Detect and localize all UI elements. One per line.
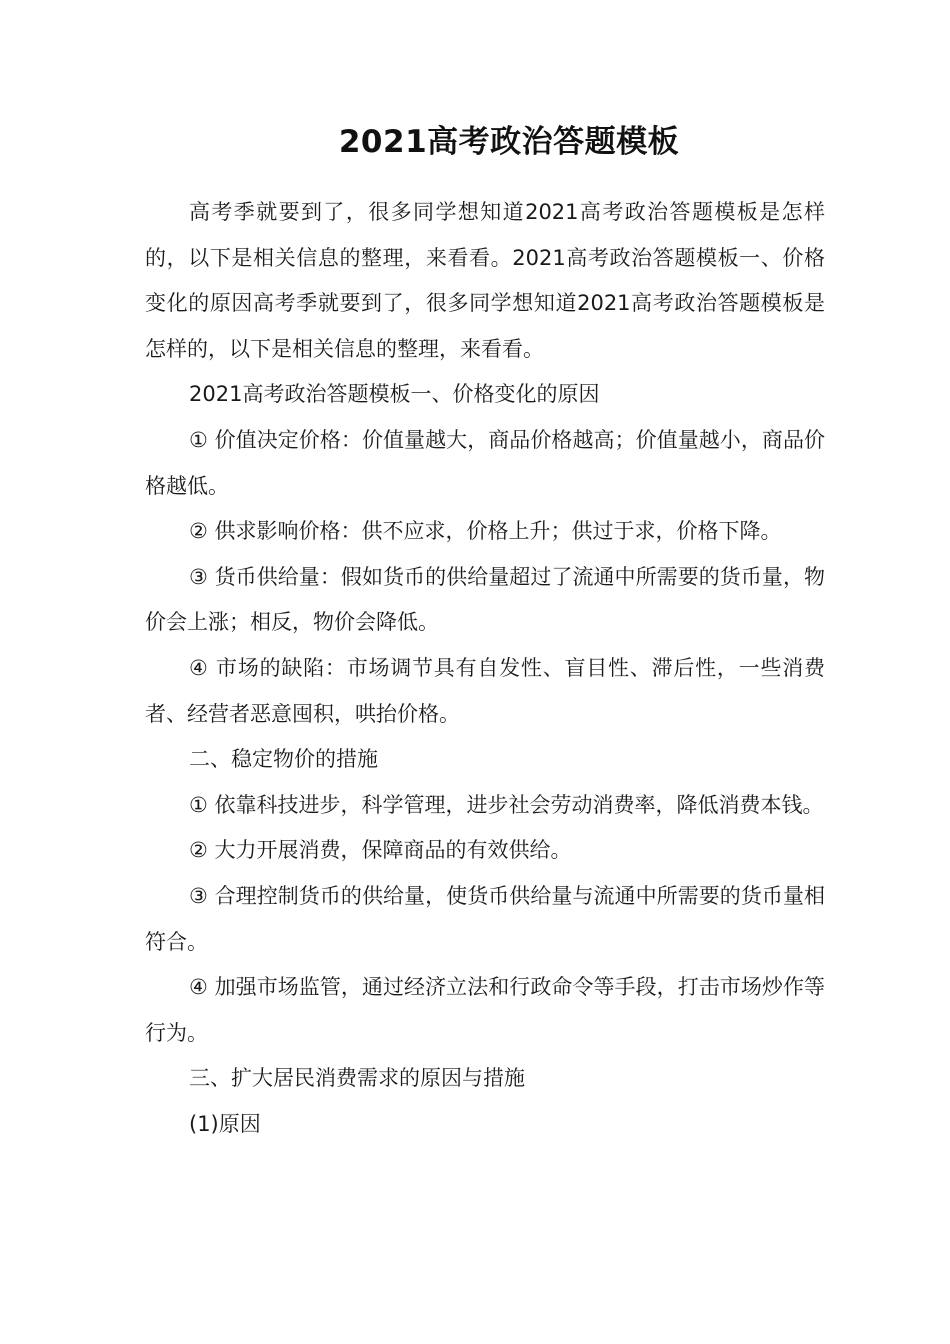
list-item: ④ 市场的缺陷：市场调节具有自发性、盲目性、滞后性，一些消费者、经营者恶意囤积，哄抬价格。 [145, 655, 825, 726]
list-item: ② 供求影响价格：供不应求，价格上升；供过于求，价格下降。 [189, 519, 782, 544]
section-heading-stabilize-prices: 二、稳定物价的措施 [189, 747, 378, 772]
document-title: 2021高考政治答题模板 [338, 124, 680, 160]
document-body [145, 190, 825, 1147]
list-item: ① 价值决定价格：价值量越大，商品价格越高；价值量越小，商品价格越低。 [145, 427, 825, 498]
list-item: ① 依靠科技进步，科学管理，进步社会劳动消费率，降低消费本钱。 [189, 792, 824, 817]
list-item: ② 大力开展消费，保障商品的有效供给。 [189, 838, 572, 863]
list-item: ③ 货币供给量：假如货币的供给量超过了流通中所需要的货币量，物价会上涨；相反，物价会降低。 [145, 564, 825, 635]
section-heading-consumer-demand: 三、扩大居民消费需求的原因与措施 [189, 1066, 525, 1091]
paragraph-intro: 高考季就要到了，很多同学想知道2021高考政治答题模板是怎样的，以下是相关信息的整理，来看看。2021高考政治答题模板一、价格变化的原因高考季就要到了，很多同学想知道2021高考政治答题模板是怎样的，以下是相关信息的整理，来看看。 [145, 200, 825, 361]
list-item: ④ 加强市场监管，通过经济立法和行政命令等手段，打击市场炒作等行为。 [145, 975, 825, 1045]
section-heading-price-change: 2021高考政治答题模板一、价格变化的原因 [189, 382, 600, 407]
list-item: ③ 合理控制货币的供给量，使货币供给量与流通中所需要的货币量相符合。 [145, 883, 825, 954]
subsection-heading-reasons: (1)原因 [189, 1111, 261, 1136]
